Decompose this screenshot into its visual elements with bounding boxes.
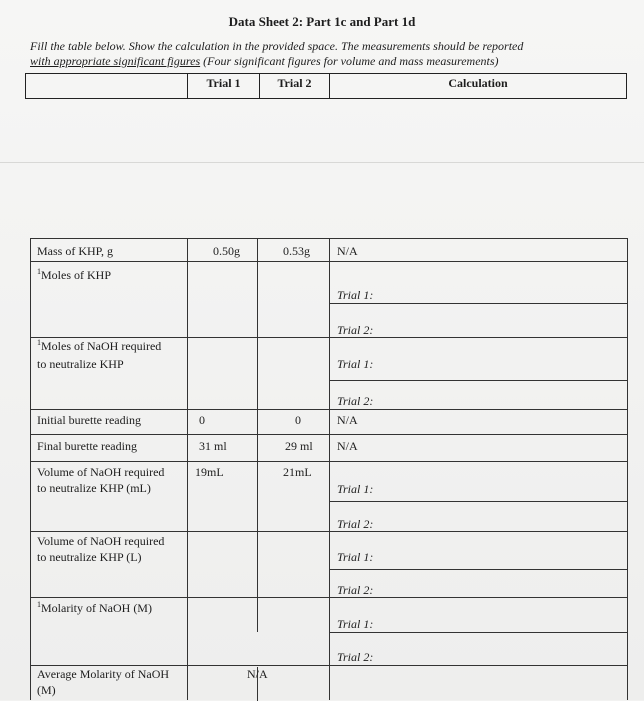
initial-burette-calc: N/A: [337, 413, 358, 427]
row-line-4: [31, 434, 627, 435]
initial-burette-trial1: 0: [199, 413, 205, 427]
avg-molarity-label-1: Average Molarity of NaOH: [37, 667, 170, 681]
moles-naoh-label-text: Moles of NaOH required: [41, 339, 162, 353]
instruction-underlined-text: with appropriate significant figures: [30, 54, 201, 68]
volume-l-label-1: Volume of NaOH required: [37, 534, 165, 548]
calc-split-2: [329, 380, 627, 381]
moles-naoh-calc-trial2: Trial 2:: [337, 394, 374, 408]
moles-khp-label: [37, 268, 111, 283]
moles-khp-calc-trial1: Trial 1:: [337, 288, 374, 302]
avg-molarity-value: N/A: [247, 667, 268, 681]
header-trial1: Trial 1: [188, 74, 260, 98]
volume-ml-calc-trial2: Trial 2:: [337, 517, 374, 531]
final-burette-trial1: 31 ml: [199, 439, 227, 453]
footnote-marker: 1: [37, 267, 41, 276]
avg-molarity-label-2: (M): [37, 683, 56, 697]
instruction-rest-text: (Four significant figures for volume and mass measurements): [200, 54, 499, 68]
header-table: [25, 73, 627, 99]
final-burette-label: Final burette reading: [37, 439, 137, 453]
volume-ml-trial2: 21mL: [283, 465, 312, 479]
mass-khp-trial1: 0.50g: [213, 244, 240, 258]
molarity-calc-trial2: Trial 2:: [337, 650, 374, 664]
row-line-2: [31, 337, 627, 338]
initial-burette-trial2: 0: [295, 413, 301, 427]
moles-naoh-label-2: to neutralize KHP: [37, 357, 124, 371]
calc-split-3: [329, 501, 627, 502]
row-line-6: [31, 531, 627, 532]
col-divider-1: [187, 239, 188, 700]
col-divider-2a: [257, 239, 258, 632]
col-divider-3: [329, 239, 330, 700]
data-table: [30, 238, 628, 700]
mass-khp-calc: N/A: [337, 244, 358, 258]
mass-khp-trial2: 0.53g: [283, 244, 310, 258]
instruction-line-1: Fill the table below. Show the calculation in the provided space. The measurements should be reported: [30, 39, 524, 53]
molarity-label: [37, 601, 152, 616]
header-trial2: Trial 2: [260, 74, 330, 98]
mass-khp-label: Mass of KHP, g: [37, 244, 114, 258]
row-line-1: [31, 261, 627, 262]
row-line-7: [31, 597, 627, 598]
footnote-marker: 1: [37, 600, 41, 609]
volume-ml-label-2: to neutralize KHP (mL): [37, 481, 151, 495]
moles-khp-label-text: Moles of KHP: [41, 268, 112, 282]
molarity-calc-trial1: Trial 1:: [337, 617, 374, 631]
row-line-3: [31, 409, 627, 410]
initial-burette-label: Initial burette reading: [37, 413, 141, 427]
header-blank-cell: [26, 74, 188, 98]
volume-ml-label-1: Volume of NaOH required: [37, 465, 165, 479]
molarity-label-text: Molarity of NaOH (M): [41, 601, 152, 615]
page-fold-divider: [0, 162, 644, 163]
volume-l-label-2: to neutralize KHP (L): [37, 550, 142, 564]
volume-l-calc-trial1: Trial 1:: [337, 550, 374, 564]
final-burette-calc: N/A: [337, 439, 358, 453]
volume-ml-calc-trial1: Trial 1:: [337, 482, 374, 496]
calc-split-4: [329, 569, 627, 570]
volume-ml-trial1: 19mL: [195, 465, 224, 479]
moles-khp-calc-trial2: Trial 2:: [337, 323, 374, 337]
volume-l-calc-trial2: Trial 2:: [337, 583, 374, 597]
row-line-5: [31, 461, 627, 462]
row-line-8: [31, 665, 627, 666]
page-title: Data Sheet 2: Part 1c and Part 1d: [228, 14, 416, 29]
footnote-marker: 1: [37, 338, 41, 347]
moles-naoh-calc-trial1: Trial 1:: [337, 357, 374, 371]
instruction-line-2: [30, 54, 620, 69]
header-calculation: Calculation: [448, 76, 508, 90]
final-burette-trial2: 29 ml: [285, 439, 313, 453]
moles-naoh-label-1: [37, 339, 161, 354]
calc-split-1: [329, 303, 627, 304]
calc-split-5: [329, 632, 627, 633]
